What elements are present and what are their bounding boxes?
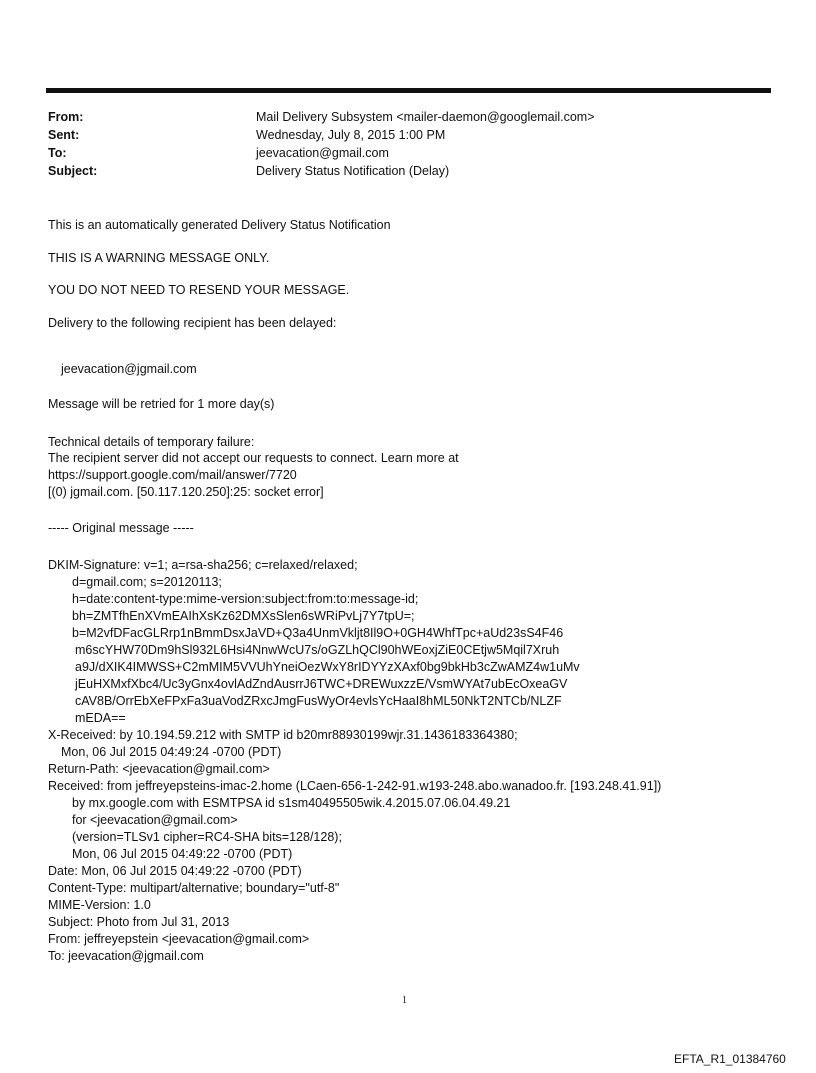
raw-header-line: (version=TLSv1 cipher=RC4-SHA bits=128/128); [72, 830, 342, 844]
raw-header-line: cAV8B/OrrEbXeFPxFa3uaVodZRxcJmgFusWyOr4evlsYcHaaI8hML50NkT2NTCb/NLZF [75, 694, 562, 708]
header-rule [46, 88, 771, 93]
raw-header-line: for <jeevacation@gmail.com> [72, 813, 238, 827]
tech-details-title: Technical details of temporary failure: [48, 435, 255, 449]
tech-details-link: https://support.google.com/mail/answer/7720 [48, 468, 297, 482]
document-id-stamp: EFTA_R1_01384760 [674, 1052, 786, 1066]
raw-header-line: h=date:content-type:mime-version:subject:from:to:message-id; [72, 592, 419, 606]
raw-header-line: Received: from jeffreyepsteins-imac-2.home (LCaen-656-1-242-91.w193-248.abo.wanadoo.fr. [193.248.41.91]) [48, 779, 662, 793]
from-label: From: [48, 110, 84, 124]
body-intro: This is an automatically generated Delivery Status Notification [48, 218, 391, 232]
raw-header-line: Mon, 06 Jul 2015 04:49:22 -0700 (PDT) [72, 847, 293, 861]
subject-label: Subject: [48, 164, 98, 178]
raw-header-line: b=M2vfDFacGLRrp1nBmmDsxJaVD+Q3a4UnmVkljt8Il9O+0GH4WhfTpc+aUd23sS4F46 [72, 626, 564, 640]
raw-header-line: MIME-Version: 1.0 [48, 898, 151, 912]
raw-header-line: Content-Type: multipart/alternative; boundary="utf-8" [48, 881, 340, 895]
to-value: jeevacation@gmail.com [256, 146, 389, 160]
raw-header-line: a9J/dXIK4IMWSS+C2mMIM5VVUhYneiOezWxY8rIDYYzXAxf0bg9bkHb3cZwAMZ4w1uMv [75, 660, 580, 674]
sent-label: Sent: [48, 128, 80, 142]
raw-header-line: Return-Path: <jeevacation@gmail.com> [48, 762, 270, 776]
page-number: 1 [402, 995, 407, 1006]
tech-details-line: The recipient server did not accept our requests to connect. Learn more at [48, 451, 459, 465]
raw-header-line: m6scYHW70Dm9hSl932L6Hsi4NnwWcU7s/oGZLhQCl90hWEoxjZiE0CEtjw5Mqil7Xruh [75, 643, 560, 657]
raw-header-line: by mx.google.com with ESMTPSA id s1sm40495505wik.4.2015.07.06.04.49.21 [72, 796, 511, 810]
raw-header-line: Subject: Photo from Jul 31, 2013 [48, 915, 230, 929]
raw-header-line: From: jeffreyepstein <jeevacation@gmail.com> [48, 932, 310, 946]
raw-header-line: bh=ZMTfhEnXVmEAIhXsKz62DMXsSlen6sWRiPvLj7Y7tpU=; [72, 609, 415, 623]
tech-details-error: [(0) jgmail.com. [50.117.120.250]:25: socket error] [48, 485, 324, 499]
raw-header-line: Date: Mon, 06 Jul 2015 04:49:22 -0700 (PDT) [48, 864, 302, 878]
raw-header-line: mEDA== [75, 711, 126, 725]
raw-header-line: X-Received: by 10.194.59.212 with SMTP id b20mr88930199wjr.31.1436183364380; [48, 728, 518, 742]
raw-header-line: d=gmail.com; s=20120113; [72, 575, 222, 589]
sent-value: Wednesday, July 8, 2015 1:00 PM [256, 128, 446, 142]
to-label: To: [48, 146, 67, 160]
raw-header-line: Mon, 06 Jul 2015 04:49:24 -0700 (PDT) [61, 745, 282, 759]
original-message-divider: ----- Original message ----- [48, 521, 194, 535]
body-delayed: Delivery to the following recipient has been delayed: [48, 316, 337, 330]
raw-header-line: jEuHXMxfXbc4/Uc3yGnx4ovlAdZndAusrrJ6TWC+DREWuxzzE/VsmWYAt7ubEcOxeaGV [75, 677, 568, 691]
raw-header-line: To: jeevacation@jgmail.com [48, 949, 204, 963]
from-value: Mail Delivery Subsystem <mailer-daemon@googlemail.com> [256, 110, 595, 124]
raw-header-line: DKIM-Signature: v=1; a=rsa-sha256; c=relaxed/relaxed; [48, 558, 358, 572]
subject-value: Delivery Status Notification (Delay) [256, 164, 450, 178]
body-warning: THIS IS A WARNING MESSAGE ONLY. [48, 251, 270, 265]
body-no-resend: YOU DO NOT NEED TO RESEND YOUR MESSAGE. [48, 283, 350, 297]
body-retry: Message will be retried for 1 more day(s) [48, 397, 275, 411]
body-recipient: jeevacation@jgmail.com [61, 362, 197, 376]
